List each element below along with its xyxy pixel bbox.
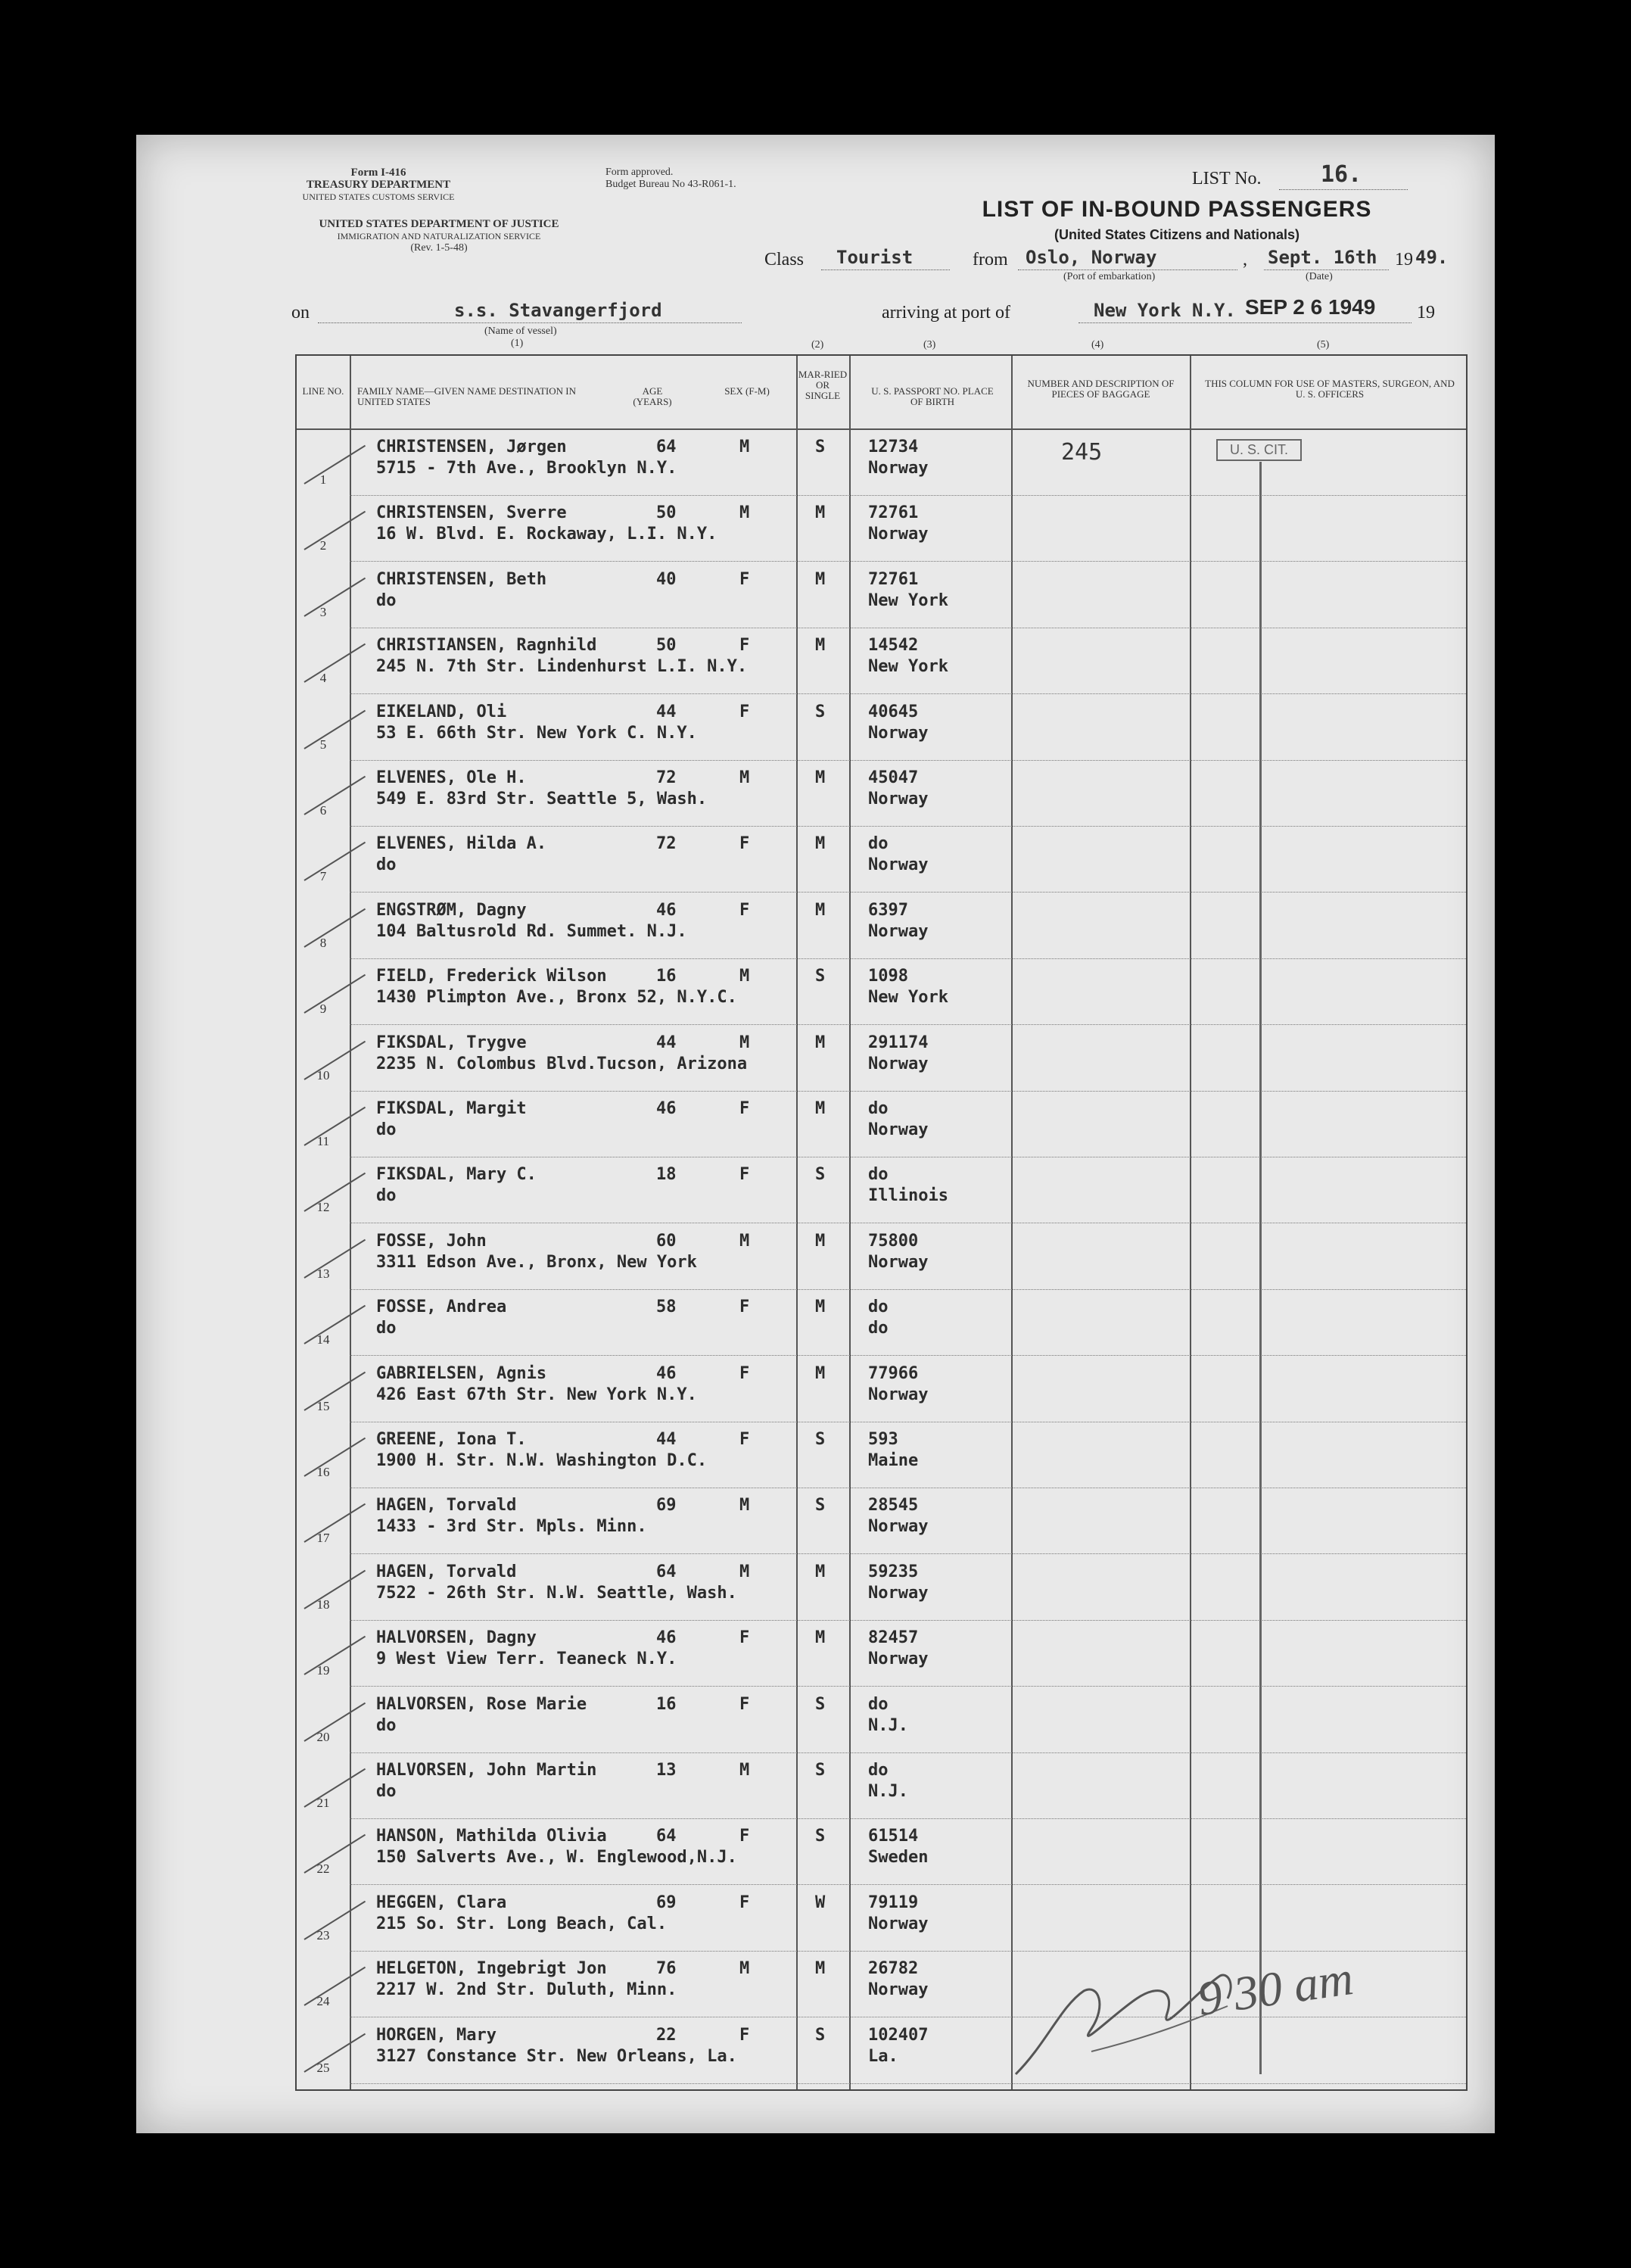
passenger-marital: S [815,1165,826,1185]
justice-block [288,218,590,254]
passenger-name: ELVENES, Ole H. [376,768,527,787]
passport-number: do [868,1298,889,1317]
col-header-line: LINE NO. [302,385,344,397]
passenger-marital: S [815,1496,826,1516]
passenger-name: CHRISTENSEN, Jørgen [376,438,567,456]
passenger-age: 13 [656,1761,677,1780]
passenger-marital: S [815,1761,826,1780]
line-number: 15 [316,1398,330,1413]
col-header-officers: THIS COLUMN FOR USE OF MASTERS, SURGEON, AND U. S. OFFICERS [1205,378,1455,400]
passenger-age: 44 [656,1033,677,1052]
passenger-sex: F [739,2025,750,2045]
embarkation-port: Oslo, Norway [1026,247,1157,268]
page-title: LIST OF IN-BOUND PASSENGERS [982,197,1372,222]
passport-number: 61514 [868,1827,919,1846]
passenger-sex: M [739,967,750,986]
passport-number: 59235 [868,1562,919,1581]
passenger-age: 64 [656,1827,677,1846]
birthplace: Norway [868,1650,929,1669]
passenger-sex: F [739,1628,750,1648]
passenger-sex: M [739,768,750,787]
line-number: 21 [316,1796,330,1810]
passenger-age: 64 [656,438,677,456]
arrival-date-stamp: SEP 2 6 1949 [1245,295,1376,319]
col-header-married: MAR-RIED OR SINGLE [798,369,848,401]
table-row [297,1422,1466,1488]
birthplace: La. [868,2046,898,2066]
passport-number: 291174 [868,1033,929,1052]
passport-number: 1098 [868,967,908,986]
passenger-age: 46 [656,1099,677,1118]
table-row [297,1753,1466,1819]
birthplace: Norway [868,1252,929,1272]
passenger-address: do [376,590,397,610]
passenger-name: FIKSDAL, Margit [376,1099,527,1118]
line-number: 17 [316,1531,330,1546]
passenger-address: 9 West View Terr. Teaneck N.Y. [376,1650,677,1669]
passenger-address: 3127 Constance Str. New Orleans, La. [376,2046,737,2066]
col-header-name: FAMILY NAME—GIVEN NAME DESTINATION IN UNITED STATES [357,385,577,407]
birthplace: New York [868,657,948,677]
list-no-label: LIST No. [1192,169,1262,188]
line-number: 2 [319,538,327,553]
passenger-age: 16 [656,967,677,986]
revision: (Rev. 1-5-48) [410,242,468,254]
passenger-marital: S [815,967,826,986]
from-label: from [973,250,1008,269]
line-number: 6 [319,803,327,818]
passenger-name: HEGGEN, Clara [376,1893,507,1912]
line-number: 14 [316,1332,330,1347]
passenger-sex: F [739,569,750,589]
passenger-sex: F [739,1298,750,1317]
passport-number: do [868,1694,889,1714]
manifest-sheet [136,135,1495,2133]
passport-number: 75800 [868,1231,919,1251]
passenger-name: CHRISTENSEN, Sverre [376,503,567,523]
passport-number: 72761 [868,569,919,589]
passenger-sex: F [739,1099,750,1118]
line-number: 23 [316,1927,330,1942]
passenger-name: HORGEN, Mary [376,2025,496,2045]
line-number: 20 [316,1729,330,1744]
passenger-address: 5715 - 7th Ave., Brooklyn N.Y. [376,459,677,478]
passenger-age: 50 [656,636,677,656]
passenger-name: HALVORSEN, Dagny [376,1628,537,1648]
arriving-label: arriving at port of [882,303,1010,322]
list-no-underline [1279,189,1408,190]
col-header-age: AGE (YEARS) [633,385,672,407]
birthplace: Norway [868,921,929,941]
table-row [297,695,1466,761]
passenger-age: 40 [656,569,677,589]
passenger-name: GREENE, Iona T. [376,1430,527,1449]
birthplace: Sweden [868,1848,929,1868]
passenger-name: HAGEN, Torvald [376,1496,517,1516]
passenger-address: 1900 H. Str. N.W. Washington D.C. [376,1451,708,1470]
form-issuer-block [272,167,484,203]
passenger-marital: M [815,1959,826,1979]
table-row [297,1092,1466,1157]
passenger-address: 7522 - 26th Str. N.W. Seattle, Wash. [376,1583,737,1603]
passenger-sex: M [739,1562,750,1581]
passenger-address: do [376,1782,397,1801]
line-number: 9 [319,1002,327,1017]
passenger-age: 22 [656,2025,677,2045]
passenger-age: 46 [656,1628,677,1648]
on-label: on [291,303,310,322]
passenger-name: CHRISTIANSEN, Ragnhild [376,636,597,656]
birthplace: N.J. [868,1715,908,1735]
officer-stamp-text: U. S. CIT. [1230,442,1289,457]
birthplace: Norway [868,1385,929,1404]
passport-number: do [868,1165,889,1185]
col-header-passport: U. S. PASSPORT NO. PLACE OF BIRTH [871,385,994,407]
passport-number: 45047 [868,768,919,787]
line-number: 5 [319,737,327,752]
line-number: 13 [316,1266,330,1281]
passenger-address: 104 Baltusrold Rd. Summet. N.J. [376,921,687,941]
passenger-address: 150 Salverts Ave., W. Englewood,N.J. [376,1848,737,1868]
passenger-marital: M [815,768,826,787]
passenger-sex: F [739,1694,750,1714]
port-caption: (Port of embarkation) [1063,271,1156,282]
col-number-5: (5) [1317,339,1330,350]
passenger-address: 3311 Edson Ave., Bronx, New York [376,1252,697,1272]
passenger-marital: M [815,1363,826,1383]
comma: , [1243,250,1247,269]
arrival-underline [1079,322,1412,323]
passport-number: do [868,1099,889,1118]
passenger-age: 60 [656,1231,677,1251]
passenger-marital: S [815,438,826,456]
passenger-name: FIKSDAL, Mary C. [376,1165,537,1185]
passport-number: 77966 [868,1363,919,1383]
line-number: 11 [316,1134,330,1148]
birthplace: Illinois [868,1186,948,1206]
passenger-marital: M [815,1298,826,1317]
col-number-4: (4) [1091,339,1104,350]
departure-date: Sept. 16th [1268,247,1377,268]
passenger-address: 245 N. 7th Str. Lindenhurst L.I. N.Y. [376,657,748,677]
passenger-sex: M [739,438,750,456]
passenger-marital: M [815,900,826,920]
col-number-2: (2) [811,339,824,350]
birthplace: Norway [868,855,929,875]
line-number: 4 [319,671,327,686]
from-underline [1018,269,1237,270]
passenger-sex: F [739,636,750,656]
passenger-age: 18 [656,1165,677,1185]
birthplace: Norway [868,723,929,743]
passenger-marital: M [815,636,826,656]
birthplace: New York [868,988,948,1008]
passenger-name: EIKELAND, Oli [376,702,507,721]
passenger-age: 50 [656,503,677,523]
passenger-name: ELVENES, Hilda A. [376,834,547,854]
passport-number: 14542 [868,636,919,656]
line-number: 19 [316,1663,330,1678]
line-number: 12 [316,1200,330,1215]
passport-number: 6397 [868,900,908,920]
table-row [297,1357,1466,1422]
passenger-address: do [376,1715,397,1735]
passenger-sex: M [739,1496,750,1516]
table-row [297,1555,1466,1621]
customs-service: UNITED STATES CUSTOMS SERVICE [302,192,455,202]
passport-number: 593 [868,1430,898,1449]
birthplace: Norway [868,1120,929,1139]
table-row [297,1819,1466,1885]
line-number: 24 [316,1994,330,2009]
passenger-sex: M [739,1761,750,1780]
passenger-sex: M [739,1959,750,1979]
passenger-sex: F [739,1165,750,1185]
table-row [297,1687,1466,1753]
passenger-marital: S [815,702,826,721]
table-row [297,827,1466,893]
passport-number: 102407 [868,2025,929,2045]
passenger-name: FOSSE, Andrea [376,1298,507,1317]
passenger-marital: M [815,1033,826,1052]
passenger-age: 16 [656,1694,677,1714]
table-row [297,1886,1466,1952]
passenger-sex: F [739,834,750,854]
table-row [297,562,1466,628]
passenger-name: ENGSTRØM, Dagny [376,900,527,920]
time-note: 9 30 am [1194,1951,1357,2027]
line-number: 1 [319,472,327,487]
passenger-address: 53 E. 66th Str. New York C. N.Y. [376,723,697,743]
form-approved: Form approved. [605,167,674,178]
budget-bureau: Budget Bureau No 43-R061-1. [605,179,736,190]
passenger-sex: M [739,1231,750,1251]
col-header-sex: SEX (F-M) [724,385,770,397]
table-row [297,1157,1466,1223]
birthplace: Maine [868,1451,919,1470]
birthplace: do [868,1319,889,1338]
birthplace: Norway [868,1517,929,1537]
row-divider [350,2083,1466,2084]
line-number: 18 [316,1597,330,1612]
birthplace: Norway [868,1980,929,2000]
passenger-marital: M [815,1628,826,1648]
passenger-address: do [376,1186,397,1206]
passenger-sex: F [739,1893,750,1912]
birthplace: Norway [868,459,929,478]
form-number: Form I-416 [350,167,406,179]
class-label: Class [764,250,805,269]
table-row [297,496,1466,562]
line-number: 25 [316,2060,330,2075]
birthplace: Norway [868,1914,929,1933]
treasury-dept: TREASURY DEPARTMENT [306,179,451,191]
passport-number: 12734 [868,438,919,456]
passenger-address: 16 W. Blvd. E. Rockaway, L.I. N.Y. [376,525,717,544]
passenger-age: 58 [656,1298,677,1317]
passenger-marital: M [815,1099,826,1118]
passenger-marital: M [815,503,826,523]
passenger-marital: S [815,2025,826,2045]
passenger-age: 44 [656,702,677,721]
table-row [297,1290,1466,1356]
passenger-address: 1433 - 3rd Str. Mpls. Minn. [376,1517,647,1537]
date-year-prefix: 19 [1395,250,1413,269]
passenger-name: HALVORSEN, John Martin [376,1761,597,1780]
passenger-address: 2217 W. 2nd Str. Duluth, Minn. [376,1980,677,2000]
list-number: 16. [1321,161,1362,188]
passenger-address: 215 So. Str. Long Beach, Cal. [376,1914,668,1933]
passenger-address: do [376,855,397,875]
passport-number: 79119 [868,1893,919,1912]
passenger-marital: M [815,1562,826,1581]
passenger-sex: F [739,702,750,721]
passenger-address: do [376,1319,397,1338]
passport-number: 26782 [868,1959,919,1979]
passenger-name: CHRISTENSEN, Beth [376,569,547,589]
line-number: 3 [319,604,327,619]
vessel-underline [318,322,742,323]
birthplace: Norway [868,790,929,808]
page-subtitle: (United States Citizens and Nationals) [1054,227,1300,242]
line-number: 22 [316,1861,330,1877]
passport-number: 28545 [868,1496,919,1516]
departure-year: 49. [1415,247,1449,268]
passenger-sex: M [739,1033,750,1052]
passenger-age: 44 [656,1430,677,1449]
passport-number: do [868,1761,889,1780]
birthplace: Norway [868,525,929,544]
passenger-sex: F [739,1827,750,1846]
line-number: 16 [316,1465,330,1479]
passenger-name: HELGETON, Ingebrigt Jon [376,1959,607,1979]
passenger-marital: S [815,1694,826,1714]
passenger-sex: F [739,1430,750,1449]
arrival-year: 19 [1417,303,1435,322]
table-row [297,1621,1466,1687]
passenger-marital: M [815,569,826,589]
passenger-name: FIELD, Frederick Wilson [376,967,607,986]
passenger-name: HANSON, Mathilda Olivia [376,1827,607,1846]
passport-number: do [868,834,889,854]
passport-number: 72761 [868,503,919,523]
passport-number: 82457 [868,1628,919,1648]
form-approval [605,167,833,191]
line-number: 10 [316,1067,330,1083]
passenger-age: 46 [656,1363,677,1383]
passenger-age: 46 [656,900,677,920]
baggage-count: 245 [1061,439,1103,466]
table-row [297,893,1466,959]
passenger-address: do [376,1120,397,1139]
passenger-address: 549 E. 83rd Str. Seattle 5, Wash. [376,790,708,808]
passenger-sex: F [739,1363,750,1383]
arrival-port: New York N.Y. [1094,300,1236,321]
passenger-address: 1430 Plimpton Ave., Bronx 52, N.Y.C. [376,988,737,1008]
table-row [297,2018,1466,2084]
passport-number: 40645 [868,702,919,721]
line-number: 7 [319,869,327,884]
passenger-table [295,339,1468,2091]
line-number: 8 [319,935,327,950]
passenger-address: 2235 N. Colombus Blvd.Tucson, Arizona [376,1054,748,1073]
table-row [297,628,1466,694]
officer-vertical-mark [1259,462,1262,2074]
table-row [297,761,1466,827]
birthplace: Norway [868,1054,929,1073]
class-underline [821,269,950,270]
passenger-marital: S [815,1430,826,1449]
passenger-name: FIKSDAL, Trygve [376,1033,527,1052]
passenger-marital: M [815,834,826,854]
passenger-name: HAGEN, Torvald [376,1562,517,1581]
passenger-name: FOSSE, John [376,1231,487,1251]
passenger-marital: S [815,1827,826,1846]
passenger-name: GABRIELSEN, Agnis [376,1363,547,1383]
officer-stamp [1216,439,1302,461]
passenger-age: 76 [656,1959,677,1979]
passenger-sex: M [739,503,750,523]
vessel-name: s.s. Stavangerfjord [454,300,662,321]
passenger-age: 72 [656,768,677,787]
passenger-marital: M [815,1231,826,1251]
table-row [297,1488,1466,1554]
table-row [297,959,1466,1025]
passenger-age: 69 [656,1893,677,1912]
class-value: Tourist [836,247,914,268]
table-row [297,1026,1466,1092]
birthplace: Norway [868,1583,929,1603]
birthplace: N.J. [868,1782,908,1801]
passenger-age: 69 [656,1496,677,1516]
ins-service: IMMIGRATION AND NATURALIZATION SERVICE [337,231,541,241]
col-header-baggage: NUMBER AND DESCRIPTION OF PIECES OF BAGGAGE [1027,378,1175,400]
passenger-name: HALVORSEN, Rose Marie [376,1694,587,1714]
date-underline [1264,269,1389,270]
date-caption: (Date) [1306,271,1333,282]
justice-dept: UNITED STATES DEPARTMENT OF JUSTICE [319,218,559,230]
passenger-marital: W [815,1893,826,1912]
passenger-address: 426 East 67th Str. New York N.Y. [376,1385,697,1404]
passenger-age: 72 [656,834,677,854]
table-row [297,1224,1466,1290]
birthplace: New York [868,590,948,610]
passenger-sex: F [739,900,750,920]
vessel-caption: (Name of vessel) [484,326,557,337]
passenger-age: 64 [656,1562,677,1581]
vessel-col-number: (1) [511,338,524,349]
col-number-3: (3) [923,339,936,350]
